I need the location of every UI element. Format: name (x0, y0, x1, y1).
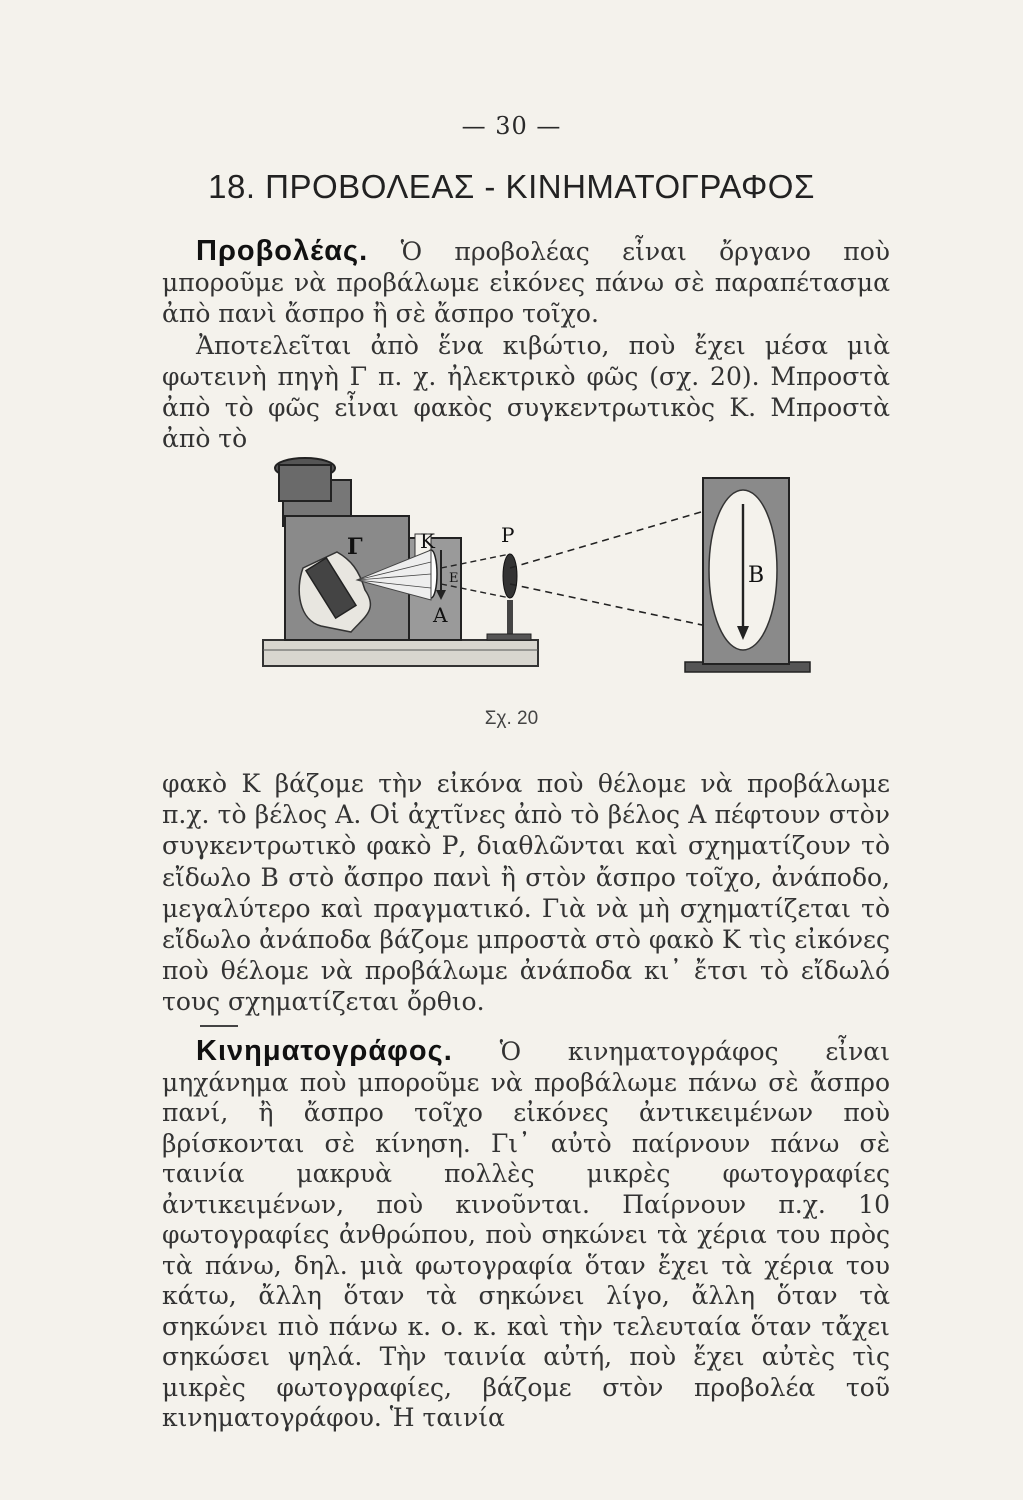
ray-lower (510, 584, 735, 632)
chapter-title: 18. ΠΡΟΒΟΛΕΑΣ - ΚΙΝΗΜΑΤΟΓΡΑΦΟΣ (208, 168, 815, 205)
cinematograph-body: Ὁ κινηματογράφος εἶναι μηχάνημα ποὺ μποροῦμε νὰ προβάλωμε πάνω σὲ ἄσπρο πανί, ἢ ἄσπρο τοῖχο εἰκόνες ἀντικειμένων ποὺ βρίσκονται σὲ κίνηση. Γι᾽ αὐτὸ παίρνουν πάνω σὲ ταινία μακρυὰ πολλὲς μικρὲς φωτογραφίες ἀντικειμένων, ποὺ κινοῦνται. Παίρνουν π.χ. 10 φωτογραφίες ἀνθρώπου, ποὺ σηκώνει τὰ χέρια του πρὸς τὰ πάνω, δηλ. μιὰ φωτογραφία ὅταν ἔχει τὰ χέρια του κάτω, ἄλλη ὅταν τὰ σηκώνει λίγο, ἄλλη ὅταν τὰ σηκώνει πιὸ πάνω κ. ο. κ. καὶ τὴν τελευταία ὅταν τἄχει σηκώσει ψηλά. Τὴν ταινία αὐτή, ποὺ ἔχει αὐτὲς τὶς μικρὲς φωτογραφίες, βάζομε στὸν προβολέα τοῦ κινηματογράφου. Ἡ ταινία (162, 1037, 890, 1432)
projector-continuation-text (162, 768, 890, 1018)
label-k: Κ (420, 529, 435, 553)
base-board (263, 640, 538, 666)
paragraph-projector-parts: Ἀποτελεῖται ἀπὸ ἕνα κιβώτιο, ποὺ ἔχει μέσα μιὰ φωτεινὴ πηγὴ Γ π. χ. ἠλεκτρικὸ φῶς (σχ. 20). Μπροστὰ ἀπὸ τὸ φῶς εἶναι φακὸς συγκεντρωτικὸς Κ. Μπροστὰ ἀπὸ τὸ (162, 330, 890, 454)
label-b: Β (748, 563, 765, 588)
label-e: Ε (449, 571, 459, 586)
projector-heading: Προβολέας. (196, 235, 369, 267)
cinematograph-text (162, 1036, 890, 1434)
projection-lens (503, 554, 517, 598)
lens-stand (507, 600, 513, 636)
label-a: Α (433, 603, 448, 627)
cinematograph-heading: Κινηματογράφος. (196, 1035, 453, 1067)
projector-diagram (255, 450, 815, 682)
label-gamma: Γ (347, 534, 363, 560)
label-p: Ρ (501, 523, 515, 547)
projector-definition-text: Ὁ προβολέας εἶναι ὄργανο ποὺ μποροῦμε νὰ προβάλωμε εἰκόνες πάνω σὲ παραπέτασμα ἀπὸ πανὶ ἄσπρο ἢ σὲ ἄσπρο τοῖχο. (162, 237, 890, 329)
separator-rule (200, 1025, 238, 1027)
paragraph-cinematograph (162, 1036, 890, 1434)
page-number: — 30 — (461, 112, 562, 140)
ray-upper (510, 502, 735, 568)
paragraph-projector-image: φακὸ Κ βάζομε τὴν εἰκόνα ποὺ θέλομε νὰ προβάλωμε π.χ. τὸ βέλος Α. Οἱ ἀχτῖνες ἀπὸ τὸ βέλος Α πέφτουν στὸν συγκεντρωτικὸ φακὸ Ρ, διαθλῶνται καὶ σχηματίζουν τὸ εἴδωλο Β στὸ ἄσπρο πανὶ ἢ στὸν ἄσπρο τοῖχο, ἀνάποδο, μεγαλύτερο καὶ πραγματικό. Γιὰ νὰ μὴ σχηματίζεται τὸ εἴδωλο ἀνάποδα βάζομε μπροστὰ στὸ φακὸ Κ τὶς εἰκόνες ποὺ θέλομε νὰ προβάλωμε ἀνάποδα κι᾽ ἔτσι τὸ εἴδωλό τους σχηματίζεται ὄρθιο. (162, 769, 890, 1017)
projector-intro-text (162, 236, 890, 454)
paragraph-projector-definition (162, 236, 890, 330)
figure-caption: Σχ. 20 (484, 708, 539, 729)
